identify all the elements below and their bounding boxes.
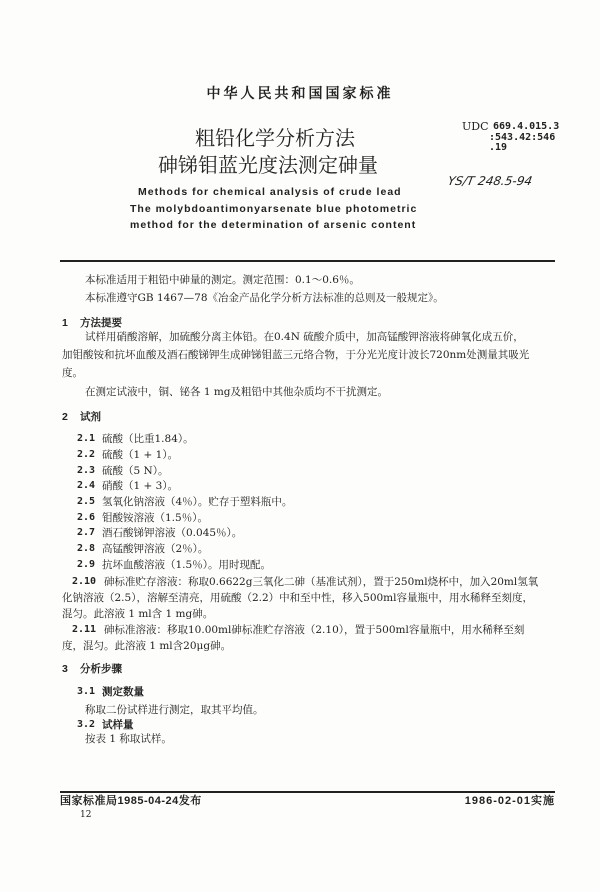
udc-line2: :543.42:546	[489, 132, 556, 143]
section-title: 分析步骤	[80, 663, 122, 675]
udc-line1: 669.4.015.3	[493, 121, 560, 132]
issue-date: 国家标准局1985-04-24发布	[60, 795, 202, 807]
reagent-number: 2.1	[77, 433, 96, 444]
reagent-number: 2.2	[77, 449, 96, 460]
reagent-number: 2.4	[77, 480, 96, 491]
paragraph-line: 度。	[62, 367, 83, 379]
reagent-text: 度，混匀。此溶液 1 ml含20μg砷。	[62, 640, 232, 652]
paragraph-line: 加钼酸铵和抗坏血酸及酒石酸锑钾生成砷锑钼蓝三元络合物，于分光光度计波长720nm处测量其吸光	[62, 349, 530, 361]
paragraph-line: 在测定试液中，铜、铋各 1 mg及粗铅中其他杂质均不干扰测定。	[85, 386, 389, 398]
page-number: 12	[80, 810, 92, 820]
top-divider	[60, 260, 555, 262]
subsection-number: 3.2	[77, 719, 96, 730]
intro-line: 本标准适用于粗铅中砷量的测定。测定范围：0.1～0.6％。	[85, 274, 360, 286]
reagent-text: 硫酸（比重1.84）。	[102, 433, 194, 445]
reagent-number: 2.5	[77, 496, 96, 507]
effective-date: 1986-02-01实施	[464, 795, 555, 807]
subsection-title: 试样量	[102, 719, 134, 731]
udc-line3: .19	[489, 142, 508, 153]
reagent-number: 2.8	[77, 543, 96, 554]
reagent-text: 酒石酸锑钾溶液（0.045％）。	[102, 527, 243, 539]
reagent-number: 2.9	[77, 559, 96, 570]
intro-line: 本标准遵守GB 1467—78《冶金产品化学分析方法标准的总则及一般规定》。	[85, 292, 444, 304]
reagent-text: 混匀。此溶液 1 ml含 1 mg砷。	[62, 608, 214, 620]
reagent-text: 化钠溶液（2.5），溶解至清亮，用硫酸（2.2）中和至中性，移入500ml容量瓶中，用水稀释至刻度，	[62, 592, 534, 604]
section-number: 1	[62, 317, 68, 329]
reagent-number: 2.7	[77, 527, 96, 538]
standard-header: 中华人民共和国国家标准	[206, 85, 394, 101]
reagent-text: 氢氧化钠溶液（4％）。贮存于塑料瓶中。	[102, 496, 293, 508]
reagent-text: 硫酸（1 + 1）。	[102, 449, 179, 461]
title-zh-line1: 粗铅化学分析方法	[195, 126, 355, 150]
udc-label: UDC	[462, 120, 489, 133]
title-zh-line2: 砷锑钼蓝光度法测定砷量	[158, 153, 378, 177]
reagent-number: 2.6	[77, 512, 96, 523]
footer-divider	[60, 791, 555, 793]
subsection-title: 测定数量	[102, 686, 144, 698]
reagent-text: 硝酸（1 + 3）。	[102, 480, 179, 492]
reagent-text: 砷标准溶液：移取10.00ml砷标准贮存溶液（2.10），置于500ml容量瓶中，用水稀释至刻	[104, 624, 525, 636]
section-number: 2	[62, 411, 68, 423]
section-number: 3	[62, 663, 68, 675]
reagent-number: 2.11	[72, 624, 97, 635]
reagent-text: 钼酸铵溶液（1.5％）。	[102, 512, 208, 524]
reagent-text: 硫酸（5 N）。	[102, 465, 169, 477]
reagent-number: 2.10	[72, 576, 97, 587]
section-title: 试剂	[80, 411, 101, 423]
reagent-number: 2.3	[77, 465, 96, 476]
reagent-text: 高锰酸钾溶液（2％）。	[102, 543, 209, 555]
paragraph-line: 试样用硝酸溶解，加硫酸分离主体铅。在0.4N 硫酸介质中，加高锰酸钾溶液将砷氧化成五价，	[85, 331, 524, 343]
subsection-number: 3.1	[77, 686, 96, 697]
title-en-line2: The molybdoantimonyarsenate blue photometric	[130, 203, 418, 215]
paragraph-line: 称取二份试样进行测定，取其平均值。	[85, 704, 264, 716]
section-title: 方法提要	[80, 317, 122, 329]
reagent-text: 抗坏血酸溶液（1.5％）。用时现配。	[102, 559, 271, 571]
title-en-line1: Methods for chemical analysis of crude lead	[138, 186, 402, 198]
title-en-line3: method for the determination of arsenic content	[130, 219, 417, 231]
reagent-text: 砷标准贮存溶液：称取0.6622g三氧化二砷（基准试剂），置于250ml烧杯中，加入20ml氢氧	[104, 576, 539, 588]
handwritten-code: YS/T 248.5-94	[446, 174, 534, 188]
paragraph-line: 按表 1 称取试样。	[85, 733, 172, 745]
